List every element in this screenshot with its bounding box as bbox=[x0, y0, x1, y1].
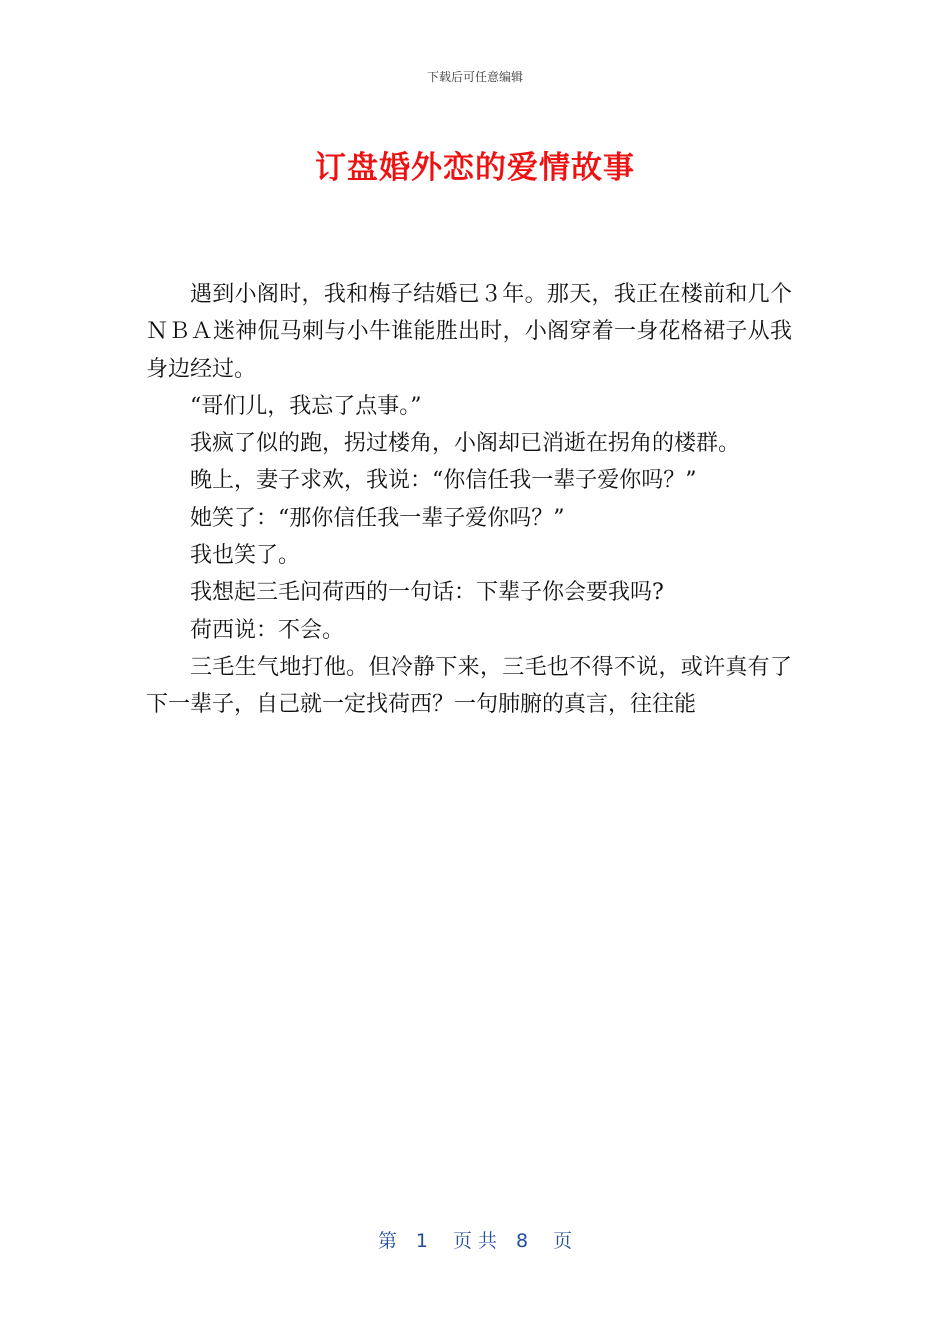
paragraph-3: 我疯了似的跑，拐过楼角，小阁却已消逝在拐角的楼群。 bbox=[190, 431, 741, 457]
header-note: 下载后可任意编辑 bbox=[426, 70, 523, 84]
paragraph-2: “哥们儿，我忘了点事。” bbox=[190, 393, 422, 419]
document-body bbox=[146, 276, 792, 724]
paragraph-9: 三毛生气地打他。但冷静下来，三毛也不得不说，或许真有了下一辈子，自己就一定找荷西？一句肺腑的真言，往往能 bbox=[146, 654, 792, 718]
paragraph-1: 遇到小阁时，我和梅子结婚已３年。那天，我正在楼前和几个ＮＢＡ迷神侃马刺与小牛谁能胜出时，小阁穿着一身花格裙子从我身边经过。 bbox=[146, 282, 792, 382]
paragraph-6: 我也笑了。 bbox=[190, 543, 301, 569]
paragraph-5: 她笑了：“那你信任我一辈子爱你吗？” bbox=[190, 505, 565, 531]
document-title: 订盘婚外恋的爱情故事 bbox=[315, 150, 635, 186]
page-number-footer: 第 1 页 共 8 页 bbox=[377, 1230, 573, 1252]
paragraph-4: 晚上，妻子求欢，我说：“你信任我一辈子爱你吗？” bbox=[190, 468, 697, 494]
paragraph-7: 我想起三毛问荷西的一句话：下辈子你会要我吗? bbox=[190, 580, 664, 606]
paragraph-8: 荷西说：不会。 bbox=[190, 617, 345, 643]
